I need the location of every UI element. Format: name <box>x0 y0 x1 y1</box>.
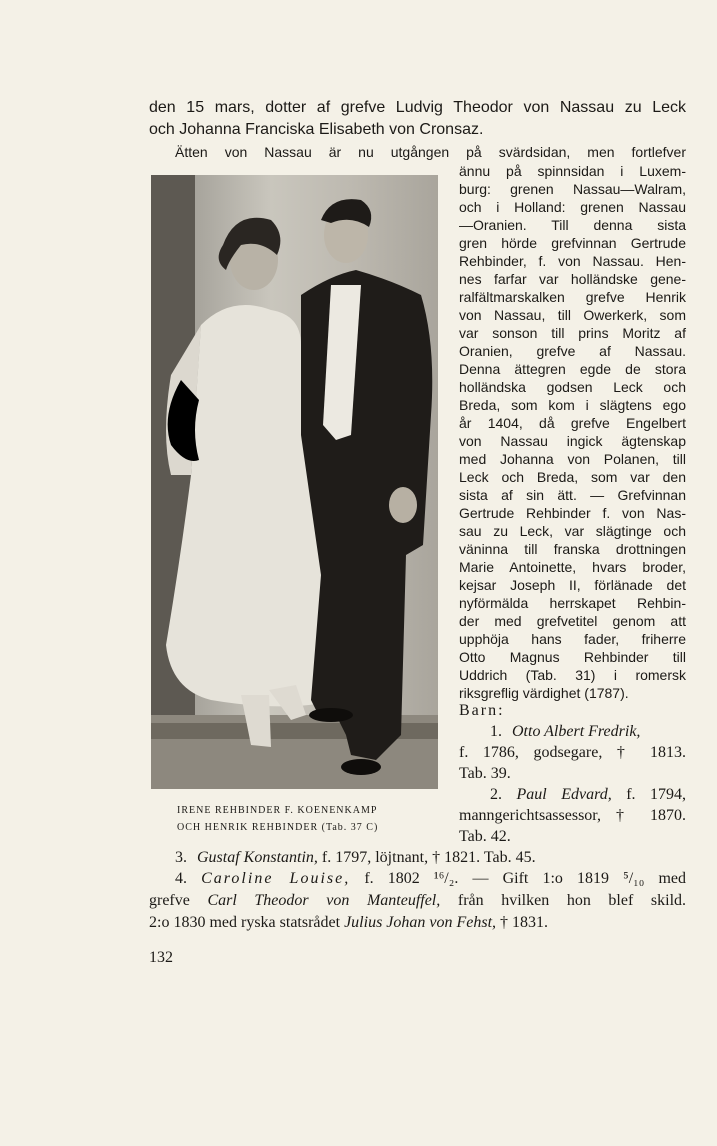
text-line: Ätten von Nassau är nu utgången på svärdsidan, men fortlefver <box>175 144 686 160</box>
child-entry-3: 3. Gustaf Konstantin, f. 1797, löjtnant, † 1821. Tab. 45. <box>175 849 536 866</box>
column-line: der med grefvetitel genom att <box>459 613 686 629</box>
column-line: gren hörde grefvinnan Gertrude <box>459 235 686 251</box>
column-line: ralfältmarskalken grefve Henrik <box>459 289 686 305</box>
column-line: upphöja hans fader, friherre <box>459 631 686 647</box>
column-line: Breda, som kom i slägtens ego <box>459 397 686 413</box>
child-entry-2-line: manngerichtsassessor, † 1870. <box>459 807 686 824</box>
child-entry-4: 4. Caroline Louise, f. 1802 ¹⁶/₂. — Gift 1:o 1819 ⁵/₁₀ med <box>175 870 687 887</box>
column-line: Leck och Breda, som var den <box>459 469 686 485</box>
column-line: var sonson till prins Moritz af <box>459 325 686 341</box>
column-line: år 1404, då grefve Engelbert <box>459 415 686 431</box>
photo-caption: IRENE REHBINDER F. KOENENKAMP <box>177 805 378 816</box>
column-line: Denna ättegren egde de stora <box>459 361 686 377</box>
child-entry-2: 2. Paul Edvard, f. 1794, <box>490 786 686 803</box>
photo-caption: OCH HENRIK REHBINDER (Tab. 37 C) <box>177 822 379 833</box>
column-line: och i Holland: grenen Nassau <box>459 199 686 215</box>
column-line: von Nassau ingick ägtenskap <box>459 433 686 449</box>
column-line: holländska godsen Leck och <box>459 379 686 395</box>
children-heading: Barn: <box>459 702 505 719</box>
column-line: Oranien, grefve af Nassau. <box>459 343 686 359</box>
column-line: nyförmälda herrskapet Rehbin- <box>459 595 686 611</box>
column-line: nes farfar var holländske gene- <box>459 271 686 287</box>
column-line: Rehbinder, f. von Nassau. Hen- <box>459 253 686 269</box>
child-entry-1: 1. Otto Albert Fredrik, <box>490 723 641 740</box>
column-line: burg: grenen Nassau—Walram, <box>459 181 686 197</box>
column-line: riksgreflig värdighet (1787). <box>459 685 629 701</box>
column-line: ännu på spinnsidan i Luxem- <box>459 163 686 179</box>
child-entry-4-line: 2:o 1830 med ryska statsrådet Julius Johan von Fehst, † 1831. <box>149 914 549 931</box>
column-line: med Johanna von Polanen, till <box>459 451 686 467</box>
column-line: sau zu Leck, var slägtinge och <box>459 523 686 539</box>
text-line: den 15 mars, dotter af grefve Ludvig Theodor von Nassau zu Leck <box>149 99 686 116</box>
child-entry-2-line: Tab. 42. <box>459 828 511 845</box>
column-line: kejsar Joseph II, förlänade det <box>459 577 686 593</box>
column-line: väninna till franska drottningen <box>459 541 686 557</box>
column-line: von Nassau, till Owerkerk, som <box>459 307 686 323</box>
column-line: Gertrude Rehbinder f. von Nas- <box>459 505 686 521</box>
column-line: Uddrich (Tab. 31) i romersk <box>459 667 686 683</box>
child-entry-4-line: grefve Carl Theodor von Manteuffel, från hvilken hon blef skild. <box>149 892 687 909</box>
page-number: 132 <box>149 949 173 966</box>
couple-portrait-image <box>151 175 438 789</box>
child-entry-1-line: f. 1786, godsegare, † 1813. <box>459 744 686 761</box>
text-line: och Johanna Franciska Elisabeth von Cronsaz. <box>149 121 484 138</box>
column-line: Otto Magnus Rehbinder till <box>459 649 686 665</box>
column-line: —Oranien. Till denna sista <box>459 217 686 233</box>
child-entry-1-line: Tab. 39. <box>459 765 511 782</box>
column-line: Marie Antoinette, hvars broder, <box>459 559 686 575</box>
portrait-photo <box>151 175 438 789</box>
column-line: sista af sin ätt. — Grefvinnan <box>459 487 686 503</box>
